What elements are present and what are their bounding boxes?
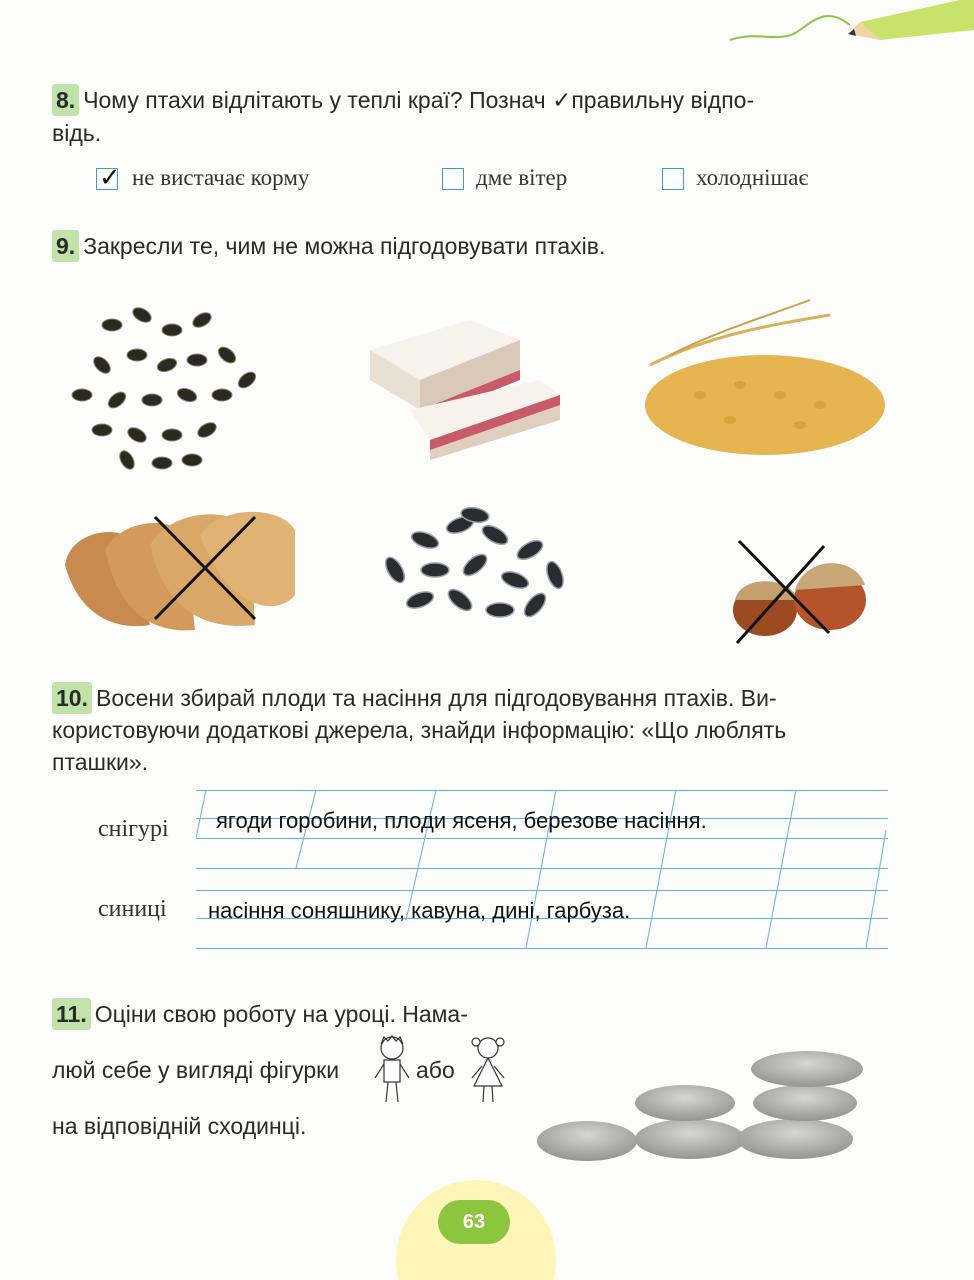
task-11-line2 — [52, 1054, 339, 1086]
task-number: 10. — [52, 682, 92, 714]
task-text-line3: пташки». — [52, 749, 149, 775]
boy-figure-icon — [372, 1034, 412, 1106]
task-text-line2a: люй себе у вигляді фігурки — [52, 1057, 340, 1083]
option-label-3: холоднішає — [696, 165, 809, 190]
task-11-line1 — [52, 998, 468, 1030]
task-text: Закресли те, чим не можна підгодовувати птахів. — [83, 233, 606, 259]
girl-figure-icon — [468, 1034, 508, 1106]
pencil-icon — [720, 0, 974, 50]
row-label-bullfinches: снігурі — [98, 816, 169, 842]
task-9 — [52, 230, 902, 262]
lard-icon — [360, 300, 560, 460]
task-8 — [52, 84, 902, 149]
option-checkbox-2[interactable] — [442, 168, 464, 190]
option-checkbox-3[interactable] — [662, 168, 684, 190]
task-number: 11. — [52, 998, 91, 1030]
stone-steps-icon — [535, 1045, 875, 1165]
option-checkbox-1[interactable] — [96, 163, 121, 193]
task-text-line3: на відповідній сходинці. — [52, 1113, 307, 1139]
cross-mark-bread — [150, 512, 260, 624]
task-number: 9. — [52, 230, 79, 262]
check-mark-icon: ✓ — [552, 88, 572, 114]
option-label-1: не вистачає корму — [132, 165, 310, 190]
melon-seeds-icon — [52, 285, 262, 475]
option-label-2: дме вітер — [476, 165, 568, 190]
task-text-line1: Оціни свою роботу на уроці. Нама- — [94, 1001, 468, 1027]
task-10 — [52, 682, 902, 778]
task-11-line3 — [52, 1110, 306, 1142]
task-text-line1: Восени збирай плоди та насіння для підгодовування птахів. Ви- — [95, 685, 777, 711]
task-11-line2b — [416, 1054, 455, 1086]
task-text-line2b: або — [416, 1057, 455, 1083]
check-mark-icon: ✓ — [99, 163, 121, 193]
sunflower-seeds-icon — [365, 495, 575, 630]
task-text-line2: користовуючи додаткові джерела, знайди інформацію: «Що люблять — [52, 717, 787, 743]
wheat-grain-icon — [630, 295, 890, 465]
task-text-end: правильну відпо- — [571, 87, 755, 113]
answer-tits: насіння соняшнику, кавуна, дині, гарбуза. — [208, 898, 631, 923]
task-text-line2: відь. — [52, 120, 102, 146]
task-number: 8. — [52, 84, 79, 116]
cross-mark-acorns — [734, 536, 834, 648]
page-number: 63 — [438, 1200, 510, 1244]
answer-bullfinches: ягоди горобини, плоди ясеня, березове насіння. — [216, 808, 707, 833]
row-label-tits: синиці — [98, 896, 167, 922]
task-text: Чому птахи відлітають у теплі краї? Познач — [83, 87, 546, 113]
